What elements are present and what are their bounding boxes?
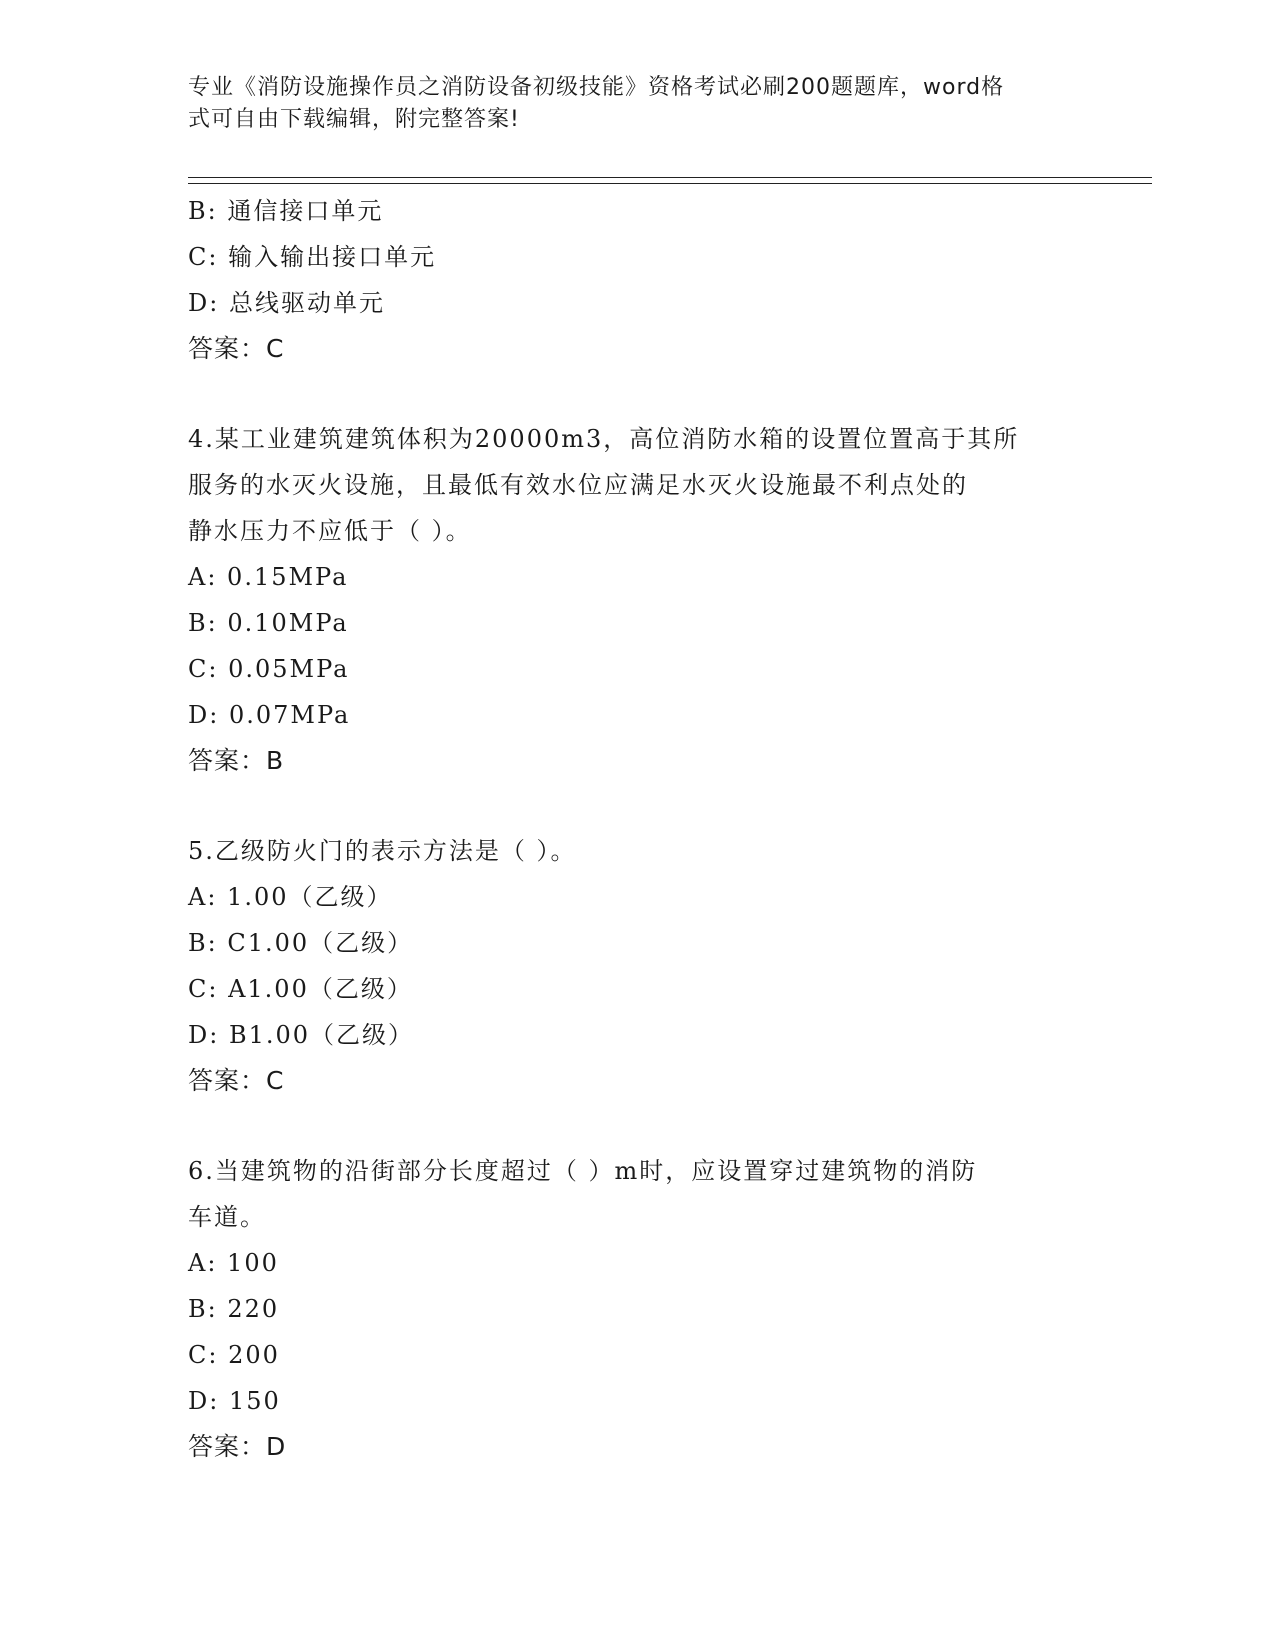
answer-line: 答案：B (188, 746, 285, 775)
document-header (188, 72, 1068, 136)
option-c: C: 输入输出接口单元 (188, 243, 437, 271)
option-b: B: 0.10MPa (188, 609, 349, 637)
option-b: B: 220 (188, 1295, 280, 1323)
option-a: A: 0.15MPa (188, 563, 349, 591)
option-c: C: 200 (188, 1341, 280, 1369)
question-stem-line: 6.当建筑物的沿街部分长度超过（ ）m时，应设置穿过建筑物的消防 (188, 1157, 978, 1185)
option-b: B: 通信接口单元 (188, 197, 384, 225)
question-spacer (188, 1104, 1088, 1148)
option-a: A: 1.00（乙级） (188, 883, 393, 911)
answer-line: 答案：D (188, 1432, 287, 1461)
option-b: B: C1.00（乙级） (188, 929, 414, 957)
question-spacer (188, 784, 1088, 828)
question-6 (188, 1148, 1088, 1470)
question-4 (188, 416, 1088, 784)
header-divider-top (188, 177, 1152, 178)
option-d: D: 0.07MPa (188, 701, 351, 729)
question-stem-line: 5.乙级防火门的表示方法是（ ）。 (188, 837, 577, 865)
header-intro-line-1: 专业《消防设施操作员之消防设备初级技能》资格考试必刷200题题库，word格 (188, 75, 1005, 100)
header-divider-bottom (188, 183, 1152, 184)
question-stem-line: 4.某工业建筑建筑体积为20000m3，高位消防水箱的设置位置高于其所 (188, 425, 1020, 453)
question-stem-line: 车道。 (188, 1203, 266, 1231)
header-intro-line-2: 式可自由下载编辑，附完整答案! (188, 107, 520, 132)
option-c: C: 0.05MPa (188, 655, 350, 683)
option-a: A: 100 (188, 1249, 279, 1277)
option-d: D: 总线驱动单元 (188, 289, 385, 317)
question-stem-line: 静水压力不应低于（ ）。 (188, 517, 472, 545)
question-spacer (188, 372, 1088, 416)
question-5 (188, 828, 1088, 1104)
question-stem-line: 服务的水灭火设施，且最低有效水位应满足水灭火设施最不利点处的 (188, 471, 968, 499)
option-d: D: 150 (188, 1387, 281, 1415)
answer-line: 答案：C (188, 1066, 285, 1095)
answer-line: 答案：C (188, 334, 285, 363)
option-d: D: B1.00（乙级） (188, 1021, 415, 1049)
question-list (188, 188, 1088, 1470)
question-3-tail (188, 188, 1088, 372)
option-c: C: A1.00（乙级） (188, 975, 413, 1003)
